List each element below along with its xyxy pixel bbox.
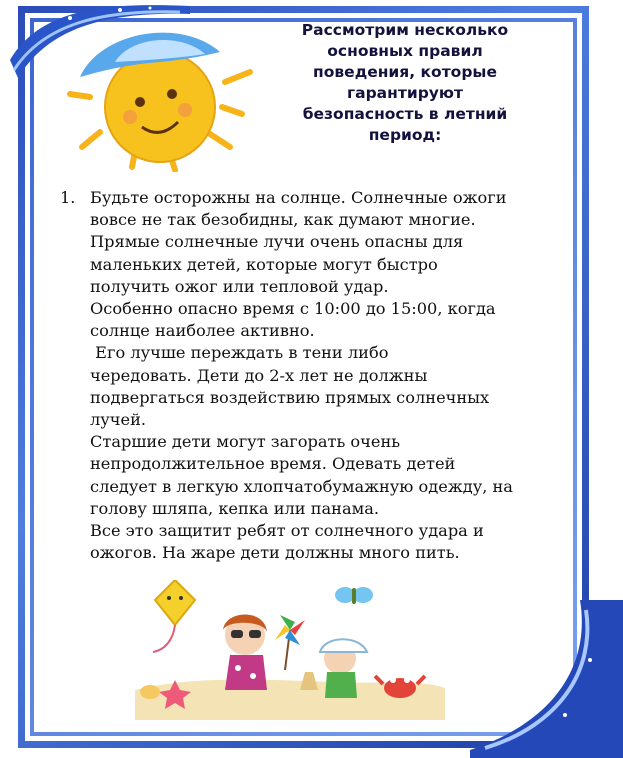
rule-line: чередовать. Дети до 2-х лет не должны [90,365,428,385]
rule-line: солнце наиболее активно. [90,321,315,341]
rule-line: Особенно опасно время с 10:00 до 15:00, когда [90,299,496,319]
butterfly-icon [335,587,373,604]
rule-line: непродолжительное время. Одевать детей [90,454,456,474]
title-line: гарантируют [347,84,463,102]
page-title [280,20,530,146]
rule-line: Прямые солнечные лучи очень опасны для [90,232,464,252]
title-line: основных правил [327,42,483,60]
kids-at-beach-icon [135,580,445,720]
rule-number: 1. [60,188,76,207]
rule-line: Все это защитит ребят от солнечного удара и [90,521,484,541]
pinwheel-icon [275,615,305,670]
rule-line: получить ожог или тепловой удар. [90,276,389,296]
rule-line: ожогов. На жаре дети должны много пить. [90,543,460,563]
sun-with-hat-icon [60,22,280,172]
title-line: период: [368,126,442,144]
title-line: поведения, которые [313,63,497,81]
rule-line: Старшие дети могут загорать очень [90,432,401,452]
rule-line: Его лучше переждать в тени либо [90,343,389,363]
title-line: безопасность в летний [302,105,508,123]
rule-line: голову шляпа, кепка или панама. [90,498,379,518]
rule-line: Будьте осторожны на солнце. Солнечные ожоги [90,188,507,207]
rule-line: подвергаться воздействию прямых солнечных [90,387,490,407]
rule-line: следует в легкую хлопчатобумажную одежду, на [90,476,513,496]
rule-text [90,187,513,564]
rule-line: маленьких детей, которые могут быстро [90,254,438,274]
rule-line: вовсе не так безобидны, как думают многие. [90,210,476,230]
rule-line: лучей. [90,410,147,430]
bottom-right-swoosh-decoration [460,600,623,758]
kite-icon [153,580,195,652]
title-line: Рассмотрим несколько [301,21,509,39]
girl-icon [223,615,267,691]
